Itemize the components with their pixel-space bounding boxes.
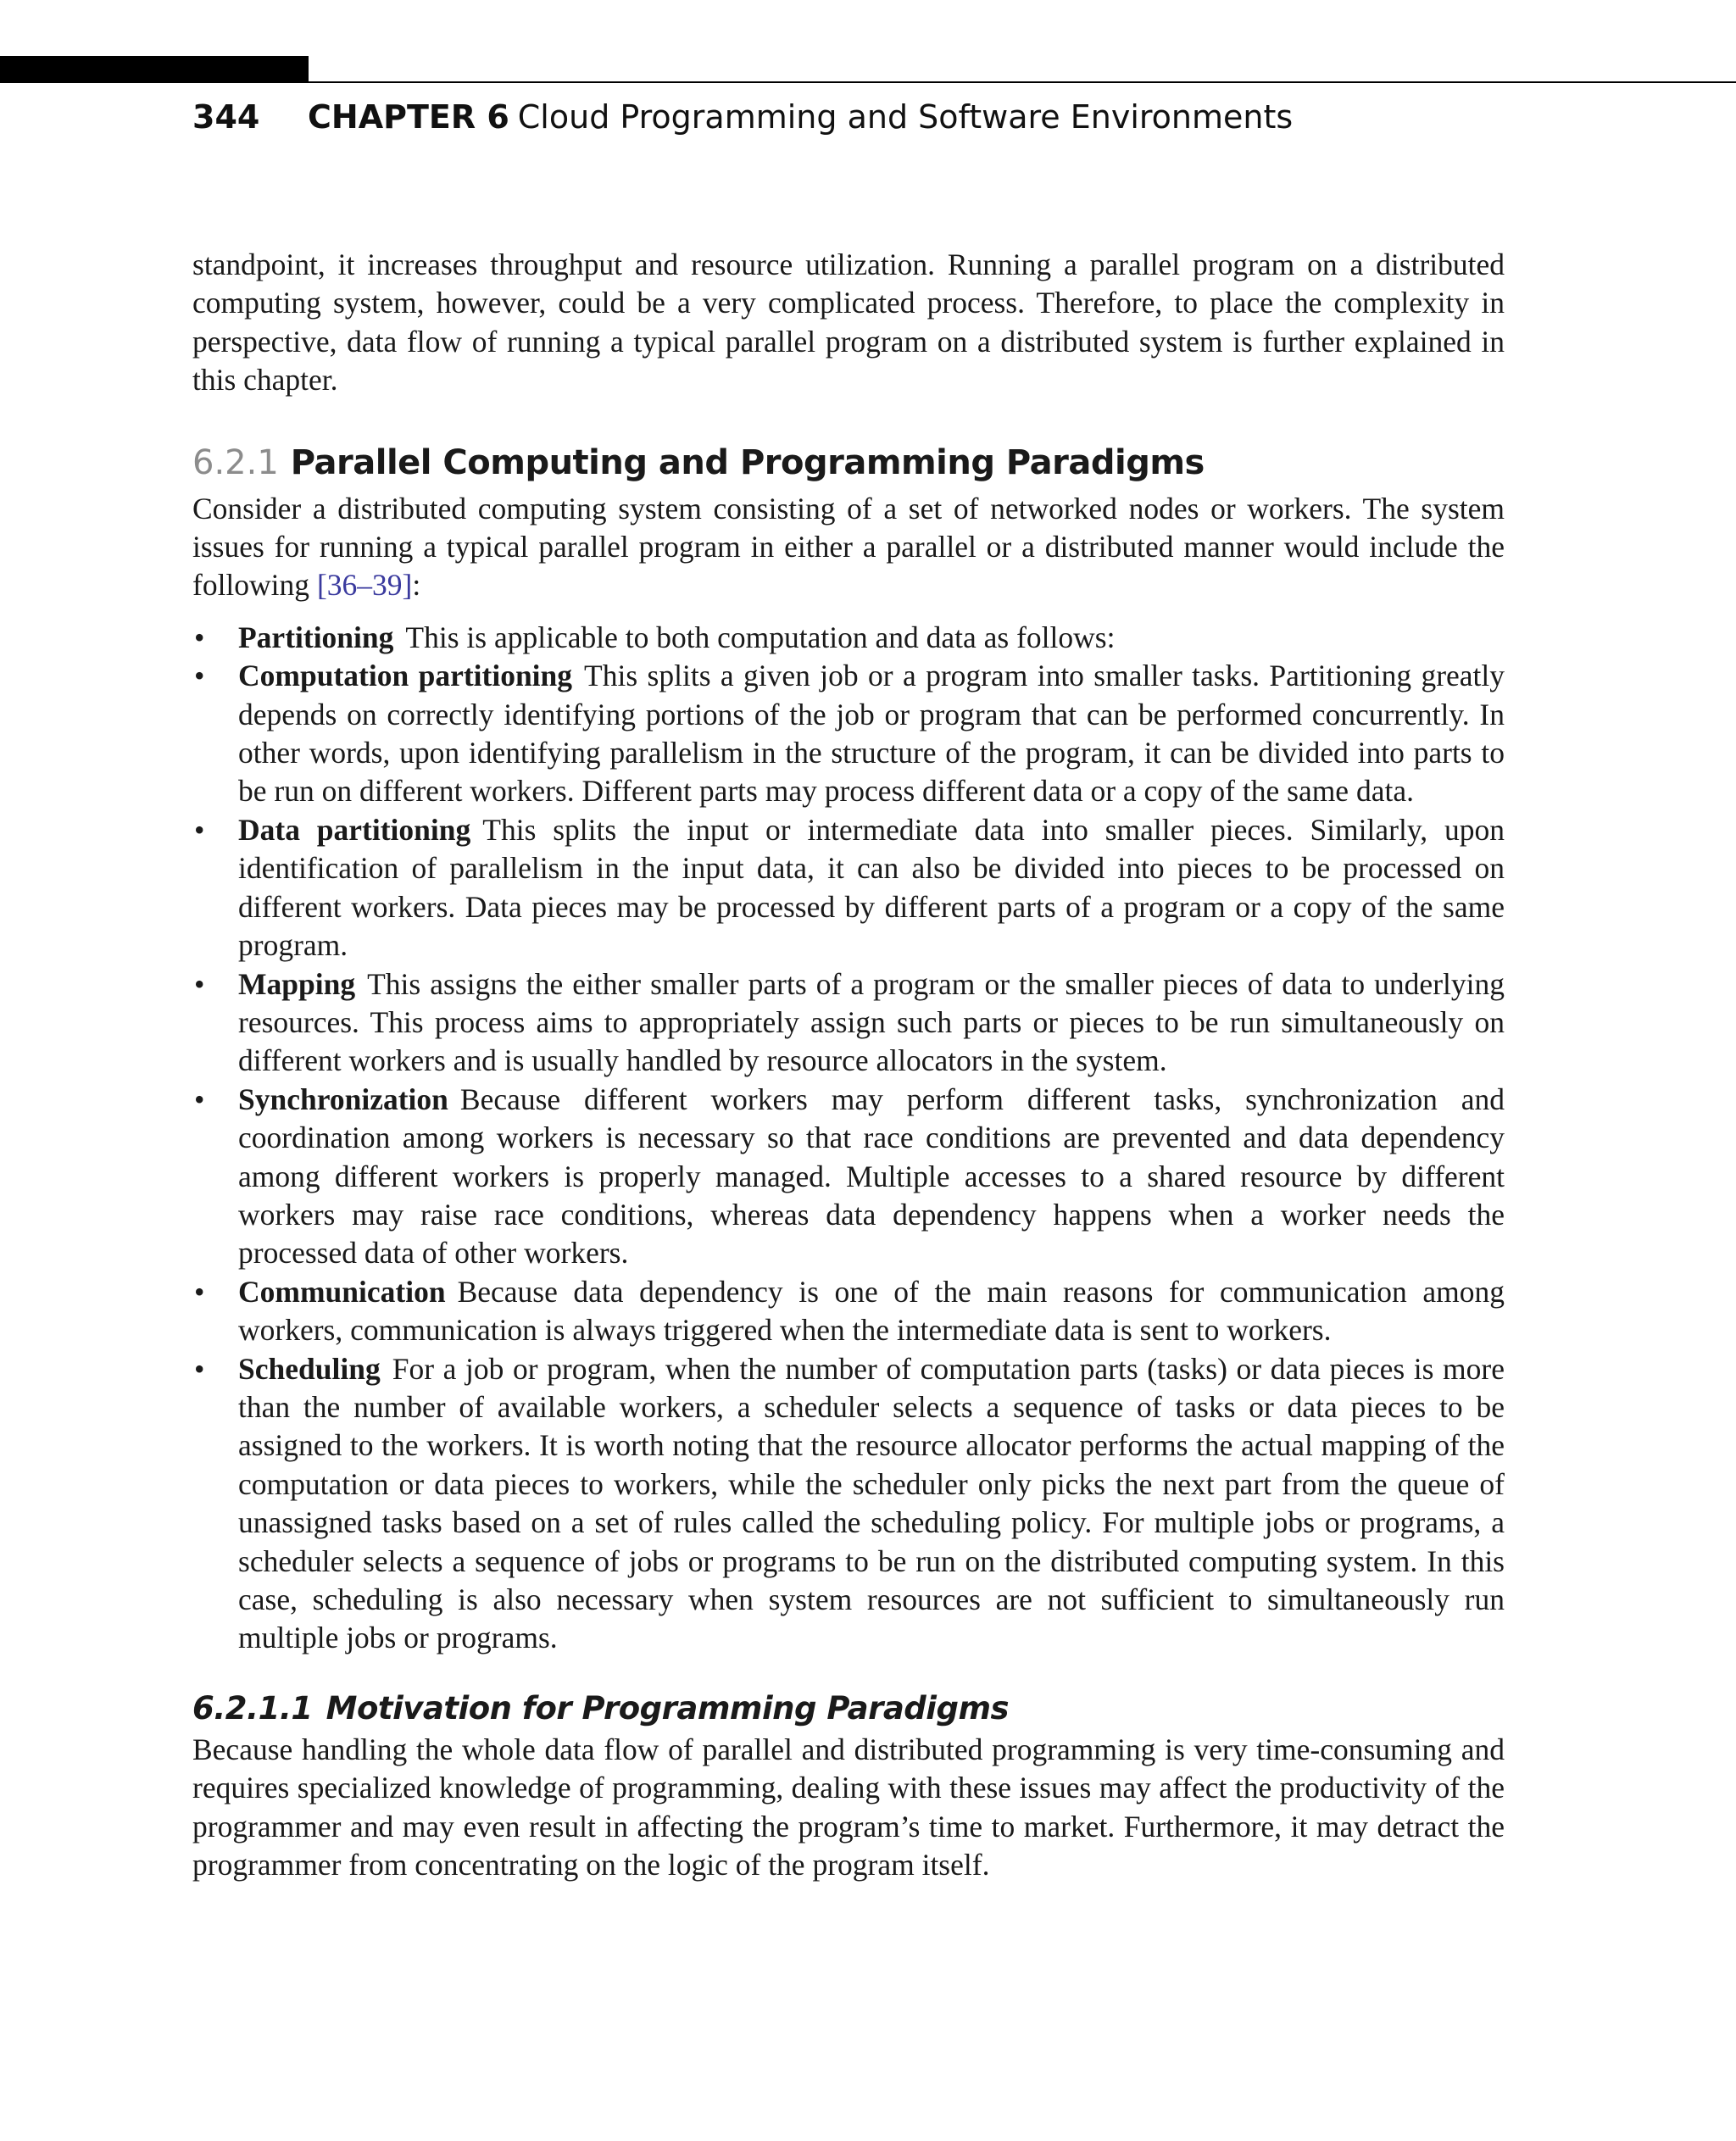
section-title: Parallel Computing and Programming Paradigms — [290, 442, 1205, 482]
header-rule — [0, 81, 1736, 83]
list-item — [192, 1350, 1505, 1658]
list-item-term: Partitioning — [238, 620, 394, 654]
subsection-paragraph: Because handling the whole data flow of parallel and distributed programming is very time-consuming and requires specialized knowledge of programming, dealing with these issues may affect the productivity of the programmer and may even result in affecting the program’s time to market. Furthermore, it may detract the programmer from concentrating on the logic of the program itself. — [192, 1732, 1505, 1882]
list-item-term: Mapping — [238, 966, 356, 1001]
bullet-icon: • — [194, 1351, 205, 1386]
list-item-text: This is applicable to both computation and data as follows: — [405, 620, 1116, 654]
list-item — [192, 965, 1505, 1081]
section-lead-end: : — [412, 568, 421, 603]
subsection-title: Motivation for Programming Paradigms — [326, 1689, 1010, 1727]
list-item-text: Because data dependency is one of the main reasons for communication among workers, communication is always triggered when the intermediate data is sent to workers. — [238, 1274, 1505, 1348]
page-number: 344 — [192, 98, 260, 136]
list-item — [192, 1081, 1505, 1273]
citation-link[interactable]: [36–39] — [316, 568, 413, 603]
bullet-icon: • — [194, 1082, 205, 1116]
list-item-term: Data partitioning — [238, 812, 471, 847]
section-lead-paragraph — [192, 490, 1505, 605]
intro-paragraph: standpoint, it increases throughput and resource utilization. Running a parallel program on a distributed computing system, however, could be a very complicated process. Therefore, to place the complexity in perspective, data flow of running a typical parallel program on a distributed system is further explained in this chapter. — [192, 247, 1505, 398]
issues-list — [192, 619, 1505, 1658]
list-item-text: This splits a given job or a program into smaller tasks. Partitioning greatly depends on correctly identifying portions of the job or program that can be performed concurrently. In other words, upon identifying parallelism in the structure of the program, it can be divided into parts to be run on different workers. Different parts may process different data or a copy of the same data. — [238, 659, 1505, 809]
chapter-label: CHAPTER 6 — [308, 98, 509, 136]
bullet-icon: • — [194, 620, 205, 654]
bullet-icon: • — [194, 659, 205, 693]
chapter-title: Cloud Programming and Software Environments — [517, 98, 1294, 136]
page-body — [192, 246, 1505, 1884]
section-number: 6.2.1 — [192, 442, 279, 482]
list-item-term: Communication — [238, 1274, 446, 1309]
list-item-text: For a job or program, when the number of computation parts (tasks) or data pieces is more than the number of available workers, a scheduler selects a sequence of tasks or data pieces to be assigned to the workers. It is worth noting that the resource allocator performs the actual mapping of the computation or data pieces to workers, while the scheduler only picks the next part from the queue of unassigned tasks based on a set of rules called the scheduling policy. For multiple jobs or programs, a scheduler selects a sequence of jobs or programs to be run on the distributed computing system. In this case, scheduling is also necessary when system resources are not sufficient to simultaneously run multiple jobs or programs. — [238, 1351, 1505, 1655]
list-item-term: Synchronization — [238, 1082, 448, 1116]
list-item-text: This splits the input or intermediate data into smaller pieces. Similarly, upon identification of parallelism in the input data, it can also be divided into pieces to be processed on different workers. Data pieces may be processed by different parts of a program or a copy of the same program. — [238, 812, 1505, 963]
bullet-icon: • — [194, 966, 205, 1001]
subsection-heading — [192, 1687, 1505, 1731]
list-item — [192, 619, 1505, 657]
header-black-bar — [0, 56, 309, 83]
subsection-number: 6.2.1.1 — [192, 1689, 313, 1727]
list-item — [192, 657, 1505, 811]
list-item-text: Because different workers may perform different tasks, synchronization and coordination among workers is necessary so that race conditions are prevented and data dependency among different workers is properly managed. Multiple accesses to a shared resource by different workers may raise race conditions, whereas data dependency happens when a worker needs the processed data of other workers. — [238, 1082, 1505, 1271]
running-head — [192, 92, 1293, 142]
list-item-term: Scheduling — [238, 1351, 381, 1386]
list-item-text: This assigns the either smaller parts of a program or the smaller pieces of data to underlying resources. This process aims to appropriately assign such parts or pieces to be run simultaneously on different workers and is usually handled by resource allocators in the system. — [238, 966, 1505, 1078]
list-item — [192, 811, 1505, 965]
section-heading — [192, 441, 1505, 485]
section-lead-text: Consider a distributed computing system consisting of a set of networked nodes or workers. The system issues for running a typical parallel program in either a parallel or a distributed manner would include the following — [192, 491, 1505, 603]
list-item-term: Computation partitioning — [238, 659, 573, 693]
list-item — [192, 1273, 1505, 1350]
bullet-icon: • — [194, 812, 205, 847]
bullet-icon: • — [194, 1274, 205, 1309]
